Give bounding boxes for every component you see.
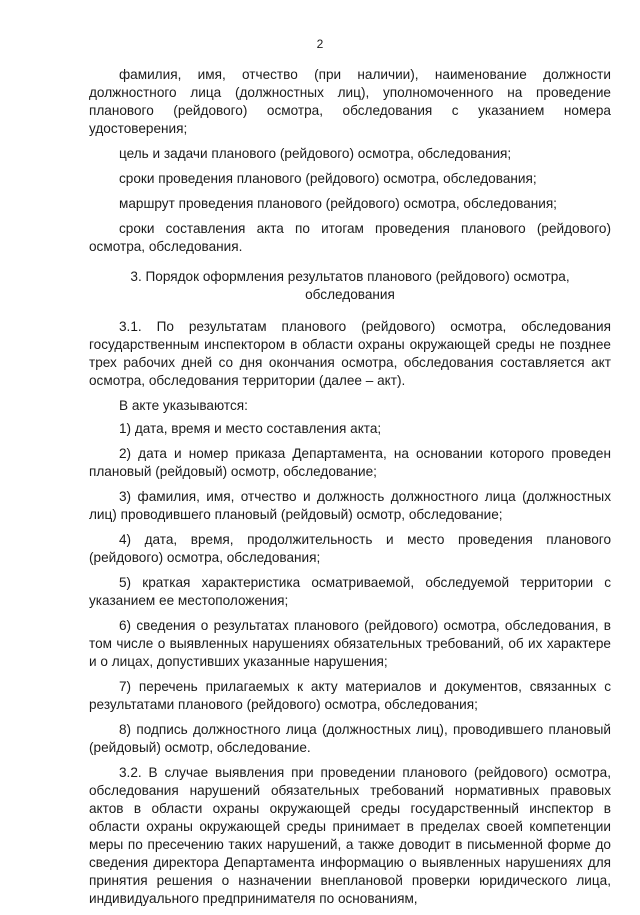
list-item-5: 5) краткая характеристика осматриваемой, обследуемой территории с указанием ее местоположения; <box>89 575 611 608</box>
page-number: 2 <box>316 37 324 51</box>
paragraph-act-deadline: сроки составления акта по итогам проведения планового (рейдового) осмотра, обследования. <box>89 221 611 254</box>
paragraph-act-contents-intro: В акте указываются: <box>119 398 248 413</box>
paragraph-route: маршрут проведения планового (рейдового) осмотра, обследования; <box>119 196 557 211</box>
list-item-4: 4) дата, время, продолжительность и место проведения планового (рейдового) осмотра, обследования; <box>89 532 611 565</box>
list-item-6: 6) сведения о результатах планового (рейдового) осмотра, обследования, в том числе о выявленных нарушениях обязательных требований, об их характере и о лицах, допустивших указанные нарушения; <box>89 618 611 669</box>
section-heading: 3. Порядок оформления результатов планового (рейдового) осмотра, обследования <box>130 269 570 302</box>
list-item-1: 1) дата, время и место составления акта; <box>119 421 382 436</box>
list-item-3: 3) фамилия, имя, отчество и должность должностного лица (должностных лиц) проводившего плановый (рейдовый) осмотр, обследование; <box>89 489 611 522</box>
paragraph-goals: цель и задачи планового (рейдового) осмотра, обследования; <box>119 146 512 161</box>
list-item-2: 2) дата и номер приказа Департамента, на основании которого проведен плановый (рейдовый) осмотр, обследование; <box>89 446 611 479</box>
paragraph-official-name: фамилия, имя, отчество (при наличии), наименование должности должностного лица (должностных лиц), уполномоченного на проведение планового (рейдового) осмотра, обследования с указанием номера удостоверения; <box>89 67 611 136</box>
paragraph-3-1: 3.1. По результатам планового (рейдового) осмотра, обследования государственным инспектором в области охраны окружающей среды не позднее трех рабочих дней со дня окончания осмотра, обследования составляется акт осмотра, обследования территории (далее – акт). <box>89 319 611 388</box>
paragraph-3-2: 3.2. В случае выявления при проведении планового (рейдового) осмотра, обследования нарушений обязательных требований нормативных правовых актов в области охраны окружающей среды государственный инспектор в области охраны окружающей среды принимает в пределах своей компетенции меры по пресечению таких нарушений, а также доводит в письменной форме до сведения директора Департамента информацию о выявленных нарушениях для принятия решения о назначении внеплановой проверки юридического лица, индивидуального предпринимателя по основаниям, <box>89 765 611 906</box>
list-item-8: 8) подпись должностного лица (должностных лиц), проводившего плановый (рейдовый) осмотр, обследование. <box>89 722 611 755</box>
list-item-7: 7) перечень прилагаемых к акту материалов и документов, связанных с результатами планового (рейдового) осмотра, обследования; <box>89 679 611 712</box>
document-body <box>89 66 611 915</box>
paragraph-terms: сроки проведения планового (рейдового) осмотра, обследования; <box>119 171 537 186</box>
